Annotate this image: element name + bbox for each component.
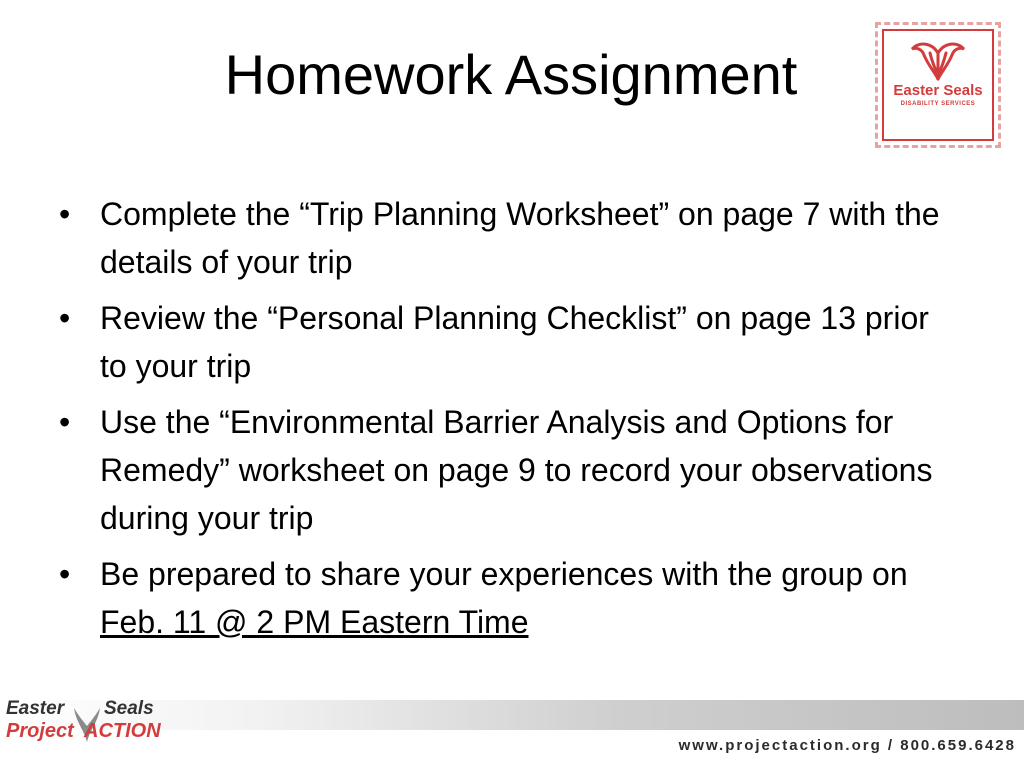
bullet-text: Be prepared to share your experiences with the group on xyxy=(100,556,908,592)
footer-logo-action: ACTION xyxy=(84,720,161,742)
slide-title: Homework Assignment xyxy=(224,43,798,106)
bullet-text: Review the “Personal Planning Checklist” on page 13 prior to your trip xyxy=(100,300,929,384)
footer-logo-project: Project xyxy=(6,720,74,742)
footer-logo-seals: Seals xyxy=(104,698,154,719)
bullet-dot: • xyxy=(59,300,71,336)
bullet-item xyxy=(55,550,955,646)
bullet-dot: • xyxy=(59,556,71,592)
bullet-text: Complete the “Trip Planning Worksheet” on page 7 with the details of your trip xyxy=(100,196,940,280)
logo-name: Easter Seals xyxy=(893,82,983,99)
logo-subtitle: DISABILITY SERVICES xyxy=(900,101,976,107)
easter-seals-logo xyxy=(875,22,1001,148)
bullet-item xyxy=(55,398,955,542)
bullet-item xyxy=(55,190,955,286)
bullet-list xyxy=(55,190,955,654)
meeting-time-link[interactable]: Feb. 11 @ 2 PM Eastern Time xyxy=(100,604,529,640)
lily-icon xyxy=(906,39,970,83)
footer-logo-easter: Easter xyxy=(6,698,65,719)
bullet-dot: • xyxy=(59,404,71,440)
footer-contact[interactable]: www.projectaction.org / 800.659.6428 xyxy=(678,737,1016,754)
bullet-text: Use the “Environmental Barrier Analysis and Options for Remedy” worksheet on page 9 to record your observations during your trip xyxy=(100,404,933,536)
project-action-logo xyxy=(6,698,161,748)
bullet-dot: • xyxy=(59,196,71,232)
bullet-item xyxy=(55,294,955,390)
